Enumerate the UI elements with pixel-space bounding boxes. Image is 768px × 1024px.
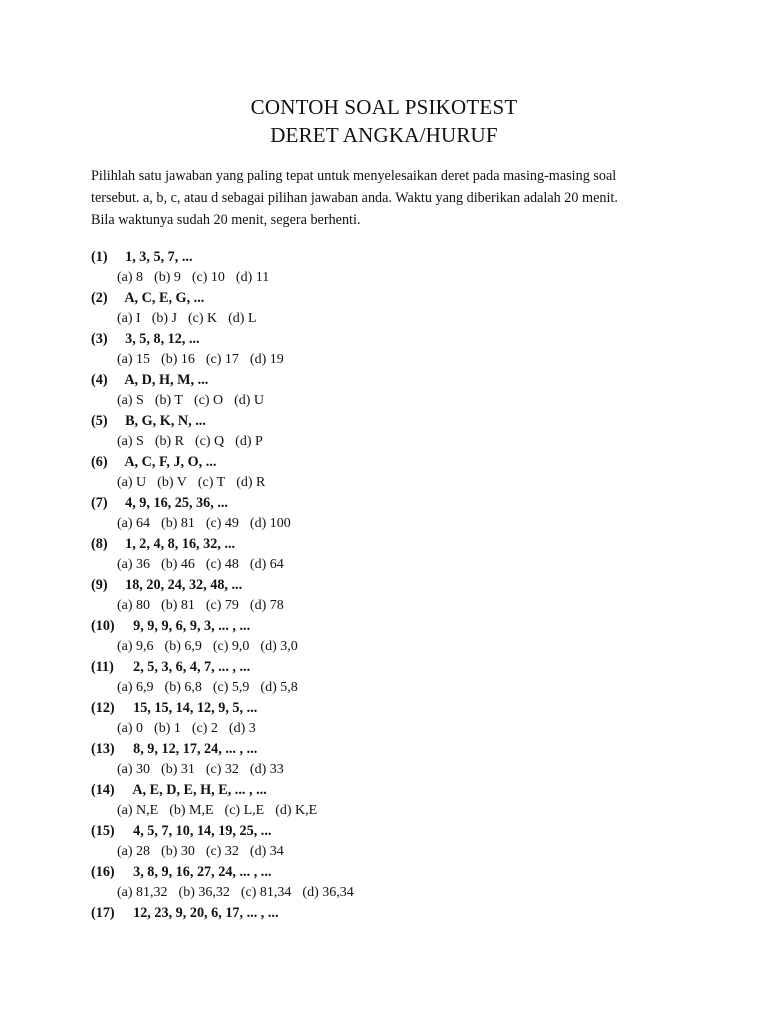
question-number: (6) <box>91 454 108 470</box>
answer-option: (b) 30 <box>161 844 195 859</box>
answer-option: (c) 10 <box>191 270 225 285</box>
answer-option: (b) 6,9 <box>164 639 202 654</box>
question-series: 3, 5, 8, 12, ... <box>125 331 200 347</box>
answer-option: (a) 9,6 <box>117 639 154 654</box>
answer-option: (a) N,E <box>117 803 159 818</box>
answer-option: (b) 31 <box>161 762 195 777</box>
answer-option: (c) 32 <box>205 844 239 859</box>
question-line <box>91 739 711 759</box>
question-item <box>91 862 711 903</box>
question-number: (12) <box>91 700 115 716</box>
answer-option: (d) U <box>234 393 265 408</box>
question-line <box>91 698 711 718</box>
instructions-line: Bila waktunya sudah 20 menit, segera berhenti. <box>91 212 361 228</box>
question-item <box>91 821 711 862</box>
answer-option: (a) S <box>117 434 144 449</box>
question-line <box>91 288 711 308</box>
answer-option: (d) 33 <box>249 762 284 777</box>
answer-option: (d) 5,8 <box>260 680 298 695</box>
answer-option: (b) 1 <box>154 721 181 736</box>
question-item <box>91 247 711 288</box>
question-line <box>91 247 711 267</box>
question-number: (9) <box>91 577 108 593</box>
answer-option: (a) 64 <box>117 516 151 531</box>
question-line <box>91 493 711 513</box>
question-line <box>91 534 711 554</box>
answer-options <box>91 349 711 370</box>
answer-option: (c) K <box>187 311 218 326</box>
question-line <box>91 370 711 390</box>
answer-option: (a) I <box>117 311 141 326</box>
answer-options <box>91 882 711 903</box>
answer-options <box>91 431 711 452</box>
question-series: 2, 5, 3, 6, 4, 7, ... , ... <box>133 659 251 675</box>
question-item <box>91 616 711 657</box>
question-list <box>91 247 711 944</box>
instructions-line: tersebut. a, b, c, atau d sebagai pilihan jawaban anda. Waktu yang diberikan adalah 20 menit. <box>91 190 618 206</box>
answer-options <box>91 513 711 534</box>
answer-option: (d) 78 <box>249 598 284 613</box>
answer-option: (b) T <box>154 393 183 408</box>
answer-option: (a) 36 <box>117 557 151 572</box>
question-line <box>91 903 711 923</box>
question-line <box>91 821 711 841</box>
answer-option: (c) 9,0 <box>212 639 250 654</box>
answer-option: (d) L <box>228 311 257 326</box>
question-number: (13) <box>91 741 115 757</box>
answer-option: (d) R <box>236 475 266 490</box>
answer-option: (c) 49 <box>205 516 239 531</box>
question-number: (2) <box>91 290 108 306</box>
question-line <box>91 780 711 800</box>
question-line <box>91 616 711 636</box>
answer-option: (c) T <box>197 475 226 490</box>
answer-options <box>91 308 711 329</box>
answer-options <box>91 390 711 411</box>
question-series: A, C, E, G, ... <box>124 290 205 306</box>
question-series: 9, 9, 9, 6, 9, 3, ... , ... <box>133 618 251 634</box>
question-number: (5) <box>91 413 108 429</box>
question-number: (10) <box>91 618 115 634</box>
question-series: 3, 8, 9, 16, 27, 24, ... , ... <box>133 864 272 880</box>
question-series: 18, 20, 24, 32, 48, ... <box>125 577 243 593</box>
answer-option: (a) 0 <box>117 721 144 736</box>
answer-option: (a) 28 <box>117 844 151 859</box>
answer-option: (c) 81,34 <box>240 885 292 900</box>
answer-option: (b) 36,32 <box>178 885 230 900</box>
answer-option: (d) 3 <box>228 721 256 736</box>
answer-option: (c) Q <box>195 434 225 449</box>
answer-option: (b) 81 <box>161 516 195 531</box>
answer-option: (c) 32 <box>205 762 239 777</box>
answer-option: (b) V <box>157 475 187 490</box>
answer-options <box>91 841 711 862</box>
question-line <box>91 575 711 595</box>
question-series: B, G, K, N, ... <box>125 413 206 429</box>
question-line <box>91 452 711 472</box>
answer-option: (d) 36,34 <box>302 885 354 900</box>
question-item <box>91 493 711 534</box>
answer-options <box>91 718 711 739</box>
question-series: 4, 5, 7, 10, 14, 19, 25, ... <box>133 823 272 839</box>
question-item <box>91 903 711 944</box>
question-series: 4, 9, 16, 25, 36, ... <box>125 495 228 511</box>
question-line <box>91 329 711 349</box>
answer-option: (d) P <box>235 434 263 449</box>
answer-options <box>91 554 711 575</box>
answer-option: (c) 2 <box>191 721 218 736</box>
document-title-line-2: DERET ANGKA/HURUF <box>270 123 498 147</box>
question-item <box>91 452 711 493</box>
question-line <box>91 862 711 882</box>
answer-option: (b) R <box>154 434 184 449</box>
answer-option: (c) 79 <box>205 598 239 613</box>
answer-option: (b) 9 <box>154 270 181 285</box>
answer-option: (b) 6,8 <box>164 680 202 695</box>
question-item <box>91 657 711 698</box>
question-series: A, E, D, E, H, E, ... , ... <box>132 782 267 798</box>
question-line <box>91 411 711 431</box>
question-number: (15) <box>91 823 115 839</box>
answer-option: (d) 3,0 <box>260 639 298 654</box>
answer-option: (d) K,E <box>275 803 318 818</box>
answer-option: (b) 81 <box>161 598 195 613</box>
question-number: (17) <box>91 905 115 921</box>
question-number: (7) <box>91 495 108 511</box>
question-item <box>91 780 711 821</box>
answer-options <box>91 267 711 288</box>
answer-option: (d) 19 <box>249 352 284 367</box>
question-item <box>91 288 711 329</box>
answer-option: (b) 46 <box>161 557 195 572</box>
question-item <box>91 411 711 452</box>
question-item <box>91 739 711 780</box>
question-number: (4) <box>91 372 108 388</box>
question-number: (11) <box>91 659 114 675</box>
answer-option: (a) 8 <box>117 270 144 285</box>
answer-options <box>91 595 711 616</box>
question-item <box>91 575 711 616</box>
document-title-line-1: CONTOH SOAL PSIKOTEST <box>250 95 518 119</box>
answer-options <box>91 759 711 780</box>
answer-option: (a) U <box>117 475 147 490</box>
question-item <box>91 534 711 575</box>
question-item <box>91 698 711 739</box>
question-series: A, C, F, J, O, ... <box>124 454 217 470</box>
answer-option: (d) 100 <box>249 516 291 531</box>
question-series: A, D, H, M, ... <box>124 372 209 388</box>
question-series: 12, 23, 9, 20, 6, 17, ... , ... <box>133 905 279 921</box>
answer-option: (a) 80 <box>117 598 151 613</box>
answer-option: (a) S <box>117 393 144 408</box>
question-number: (1) <box>91 249 108 265</box>
answer-option: (a) 15 <box>117 352 151 367</box>
answer-options <box>91 472 711 493</box>
answer-option: (a) 6,9 <box>117 680 154 695</box>
answer-option: (b) M,E <box>169 803 214 818</box>
instructions-line: Pilihlah satu jawaban yang paling tepat untuk menyelesaikan deret pada masing-masing soal <box>91 168 617 184</box>
question-series: 15, 15, 14, 12, 9, 5, ... <box>133 700 258 716</box>
answer-options <box>91 800 711 821</box>
answer-option: (c) L,E <box>224 803 265 818</box>
question-series: 1, 2, 4, 8, 16, 32, ... <box>125 536 236 552</box>
answer-option: (c) O <box>193 393 224 408</box>
answer-option: (b) 16 <box>161 352 195 367</box>
answer-option: (a) 30 <box>117 762 151 777</box>
answer-option: (b) J <box>151 311 177 326</box>
answer-option: (d) 64 <box>249 557 284 572</box>
answer-option: (c) 48 <box>205 557 239 572</box>
question-number: (3) <box>91 331 108 347</box>
question-number: (14) <box>91 782 115 798</box>
question-series: 1, 3, 5, 7, ... <box>125 249 193 265</box>
answer-option: (d) 34 <box>249 844 284 859</box>
answer-option: (a) 81,32 <box>117 885 168 900</box>
instructions-paragraph <box>91 165 691 231</box>
answer-option: (c) 5,9 <box>212 680 250 695</box>
answer-options <box>91 677 711 698</box>
question-series: 8, 9, 12, 17, 24, ... , ... <box>133 741 258 757</box>
question-line <box>91 657 711 677</box>
question-item <box>91 329 711 370</box>
question-number: (16) <box>91 864 115 880</box>
answer-option: (c) 17 <box>205 352 239 367</box>
question-item <box>91 370 711 411</box>
question-number: (8) <box>91 536 108 552</box>
answer-options <box>91 636 711 657</box>
answer-option: (d) 11 <box>235 270 270 285</box>
